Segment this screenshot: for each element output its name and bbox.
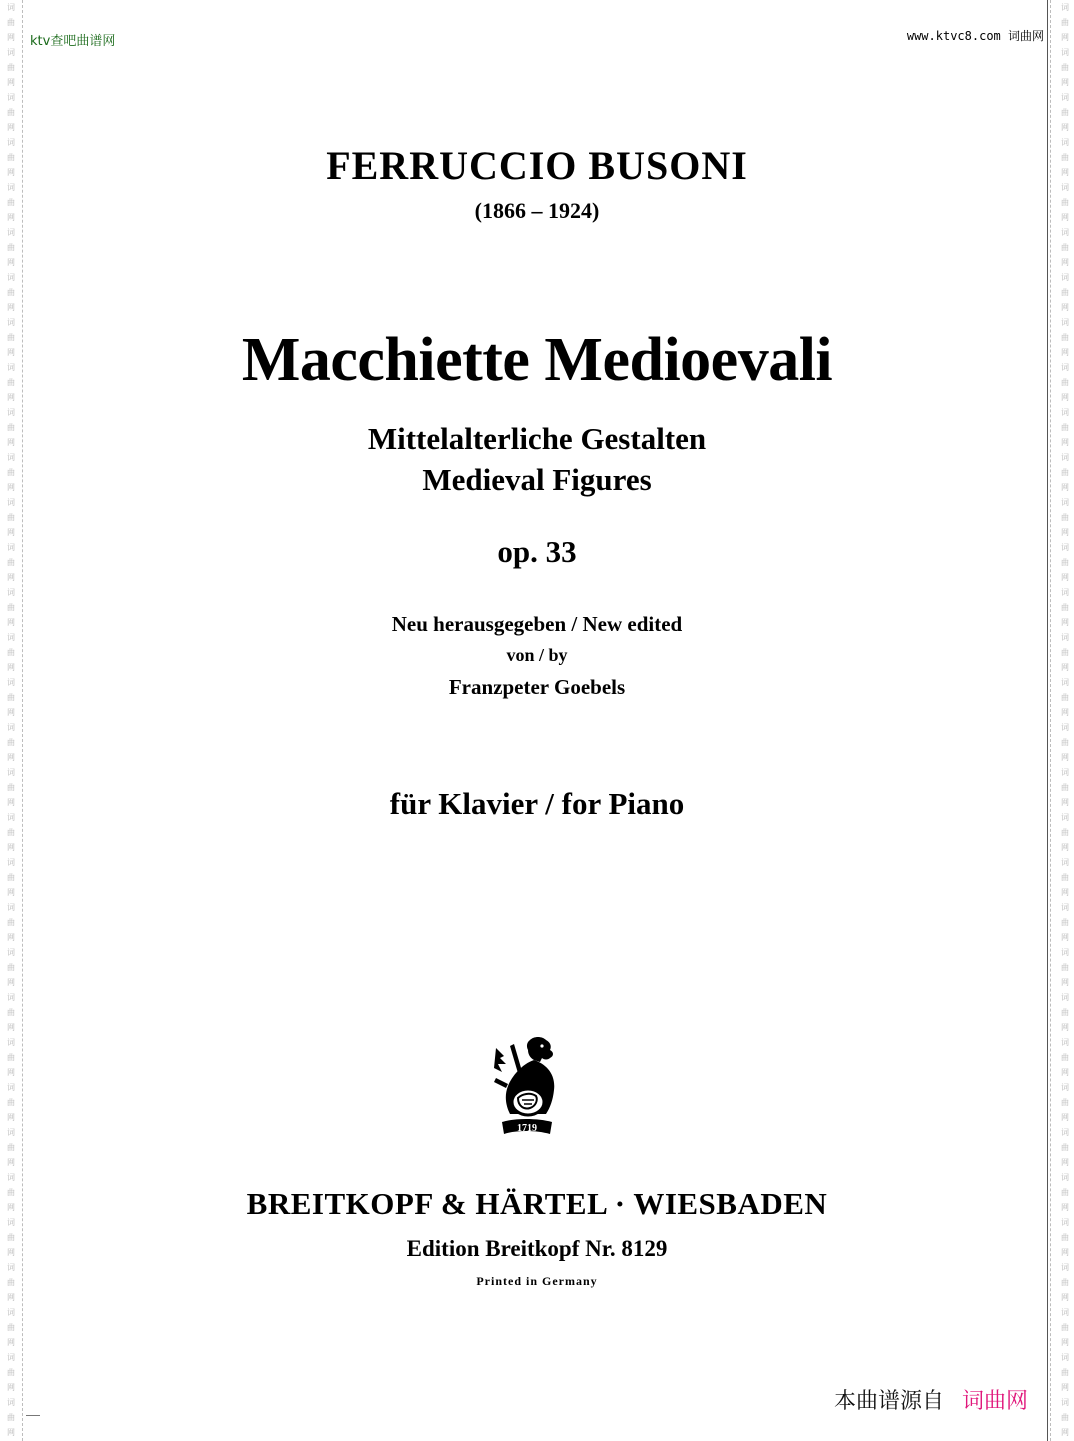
work-title: Macchiette Medioevali (241, 326, 833, 394)
footer-site-link[interactable]: 词曲网 (961, 1389, 1028, 1414)
composer-dates: (1866 – 1924) (474, 198, 600, 223)
editor-name: Franzpeter Goebels (448, 675, 626, 699)
opus-number: op. 33 (497, 534, 577, 569)
footer-source-text: 本曲谱源自 (833, 1389, 944, 1414)
instrument-line: für Klavier / for Piano (389, 786, 685, 821)
watermark-footer (834, 1384, 1028, 1415)
breitkopf-bear-logo-icon (490, 1034, 562, 1142)
logo-year: 1719 (517, 1123, 537, 1134)
by-line: von / by (506, 645, 568, 665)
subtitle-english: Medieval Figures (422, 462, 652, 497)
printed-note: Printed in Germany (476, 1274, 598, 1288)
left-watermark-strip: 词 曲 网 词 曲 网 词 曲 网 词 曲 网 词 曲 网 词 曲 网 词 曲 网 词 曲 网 词 曲 网 词 曲 网 词 曲 网 词 曲 网 词 曲 网 词 曲 网 词 曲 网 词 曲 网 词 曲 网 词 曲 网 词 曲 网 词 曲 网 词 曲 网 词 曲 网 词 曲 网 词 曲 网 词 曲 网 词 曲 网 词 曲 网 词 曲 网 词 曲 网 词 曲 网 词 曲 网 词 曲 网 (7, 3, 15, 1437)
subtitle-german: Mittelalterliche Gestalten (367, 421, 707, 456)
edited-line: Neu herausgegeben / New edited (391, 612, 683, 636)
right-watermark-strip: 词 曲 网 词 曲 网 词 曲 网 词 曲 网 词 曲 网 词 曲 网 词 曲 网 词 曲 网 词 曲 网 词 曲 网 词 曲 网 词 曲 网 词 曲 网 词 曲 网 词 曲 网 词 曲 网 词 曲 网 词 曲 网 词 曲 网 词 曲 网 词 曲 网 词 曲 网 词 曲 网 词 曲 网 词 曲 网 词 曲 网 词 曲 网 词 曲 网 词 曲 网 词 曲 网 词 曲 网 词 曲 网 (1061, 3, 1069, 1437)
watermark-header-right: www.ktvc8.com 词曲网 (906, 29, 1044, 43)
composer-name: FERRUCCIO BUSONI (326, 143, 748, 188)
corner-mark (26, 1415, 40, 1416)
watermark-header-left: ktv查吧曲谱网 (30, 34, 116, 49)
publisher-line: BREITKOPF & HÄRTEL · WIESBADEN (246, 1186, 828, 1221)
edition-number: Edition Breitkopf Nr. 8129 (406, 1236, 668, 1261)
